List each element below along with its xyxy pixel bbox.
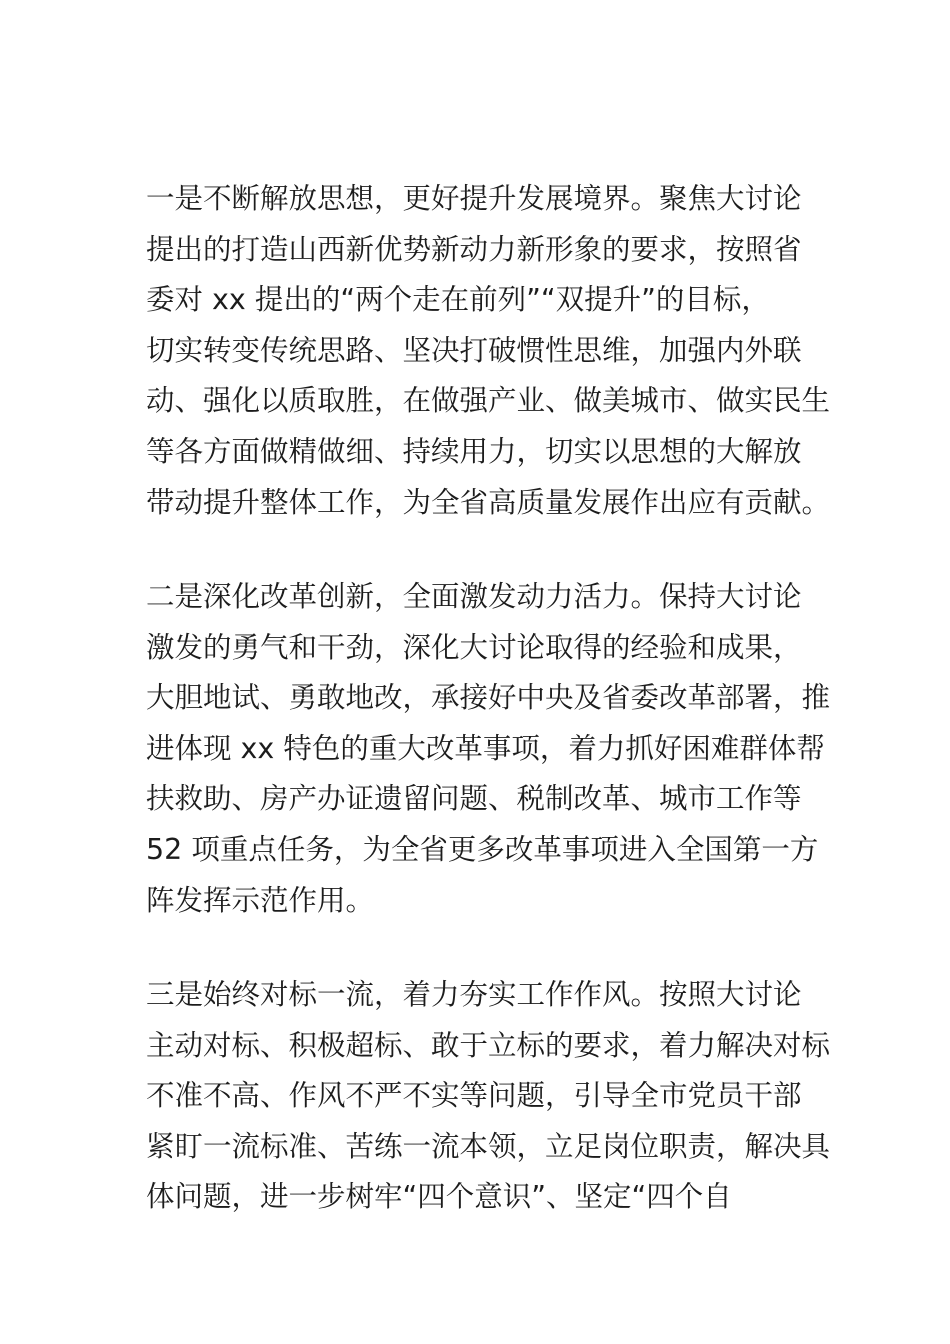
text-line: 动、强化以质取胜，在做强产业、做美城市、做实民生 [146, 384, 831, 418]
text-line: 带动提升整体工作，为全省高质量发展作出应有贡献。 [146, 485, 831, 519]
text-line: 大胆地试、勇敢地改，承接好中央及省委改革部署，推 [146, 681, 831, 715]
text-line: 提出的打造山西新优势新动力新形象的要求，按照省 [146, 232, 802, 266]
text-line: 激发的勇气和干劲，深化大讨论取得的经验和成果， [146, 630, 802, 664]
text-line: 主动对标、积极超标、敢于立标的要求，着力解决对标 [146, 1028, 831, 1062]
text-line: 扶救助、房产办证遗留问题、税制改革、城市工作等 [146, 782, 802, 816]
text-line: 紧盯一流标准、苦练一流本领，立足岗位职责，解决具 [146, 1129, 831, 1163]
text-line: 切实转变传统思路、坚决打破惯性思维，加强内外联 [146, 333, 802, 367]
text-line: 52 项重点任务，为全省更多改革事项进入全国第一方 [146, 832, 819, 866]
paragraph-2 [146, 572, 831, 926]
text-line: 一是不断解放思想，更好提升发展境界。聚焦大讨论 [146, 182, 802, 215]
paragraph-1 [146, 174, 831, 528]
text-line: 不准不高、作风不严不实等问题，引导全市党员干部 [146, 1079, 802, 1113]
text-line: 等各方面做精做细、持续用力，切实以思想的大解放 [146, 434, 802, 468]
paragraph-3 [146, 970, 831, 1223]
text-line: 委对 xx 提出的“两个走在前列”“双提升”的目标， [146, 283, 770, 317]
text-line: 体问题，进一步树牢“四个意识”、坚定“四个自 [146, 1180, 732, 1214]
text-line: 进体现 xx 特色的重大改革事项，着力抓好困难群体帮 [146, 731, 825, 765]
text-line: 阵发挥示范作用。 [146, 883, 375, 917]
text-line: 三是始终对标一流，着力夯实工作作风。按照大讨论 [146, 978, 802, 1011]
text-line: 二是深化改革创新，全面激发动力活力。保持大讨论 [146, 580, 802, 613]
